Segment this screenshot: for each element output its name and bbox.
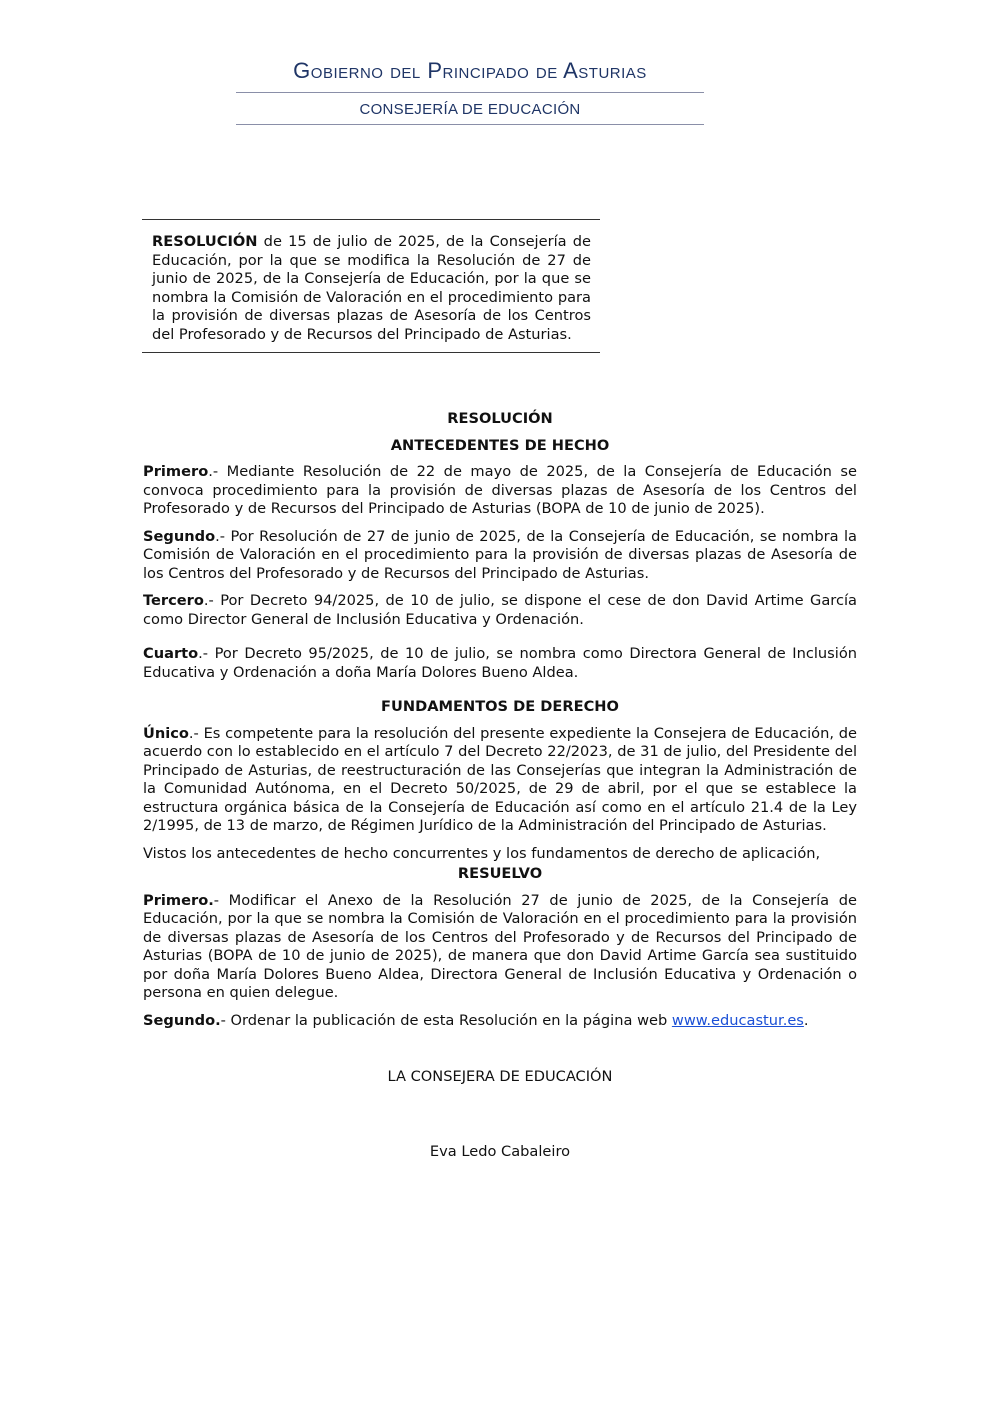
paragraph-label: Cuarto: [143, 645, 199, 662]
paragraph-text: .- Es competente para la resolución del presente expediente la Consejera de Educación, de acuerdo con lo establecido en el artículo 7 del Decreto 22/2023, de 31 de julio, del Presidente del Principado de Asturias, de reestructuración de las Consejerías que integran la Administración de la Comunidad Autónoma, en el Decreto 50/2025, de 29 de abril, por el que se establece la estructura orgánica básica de la Consejería de Educación así como en el artículo 21.4 de la Ley 2/1995, de 13 de marzo, de Régimen Jurídico de la Administración del Principado de Asturias.: [143, 724, 857, 834]
paragraph-label: Primero: [143, 463, 209, 480]
antecedente-segundo: [143, 528, 857, 584]
resuelvo-heading: RESUELVO: [457, 865, 543, 882]
government-title: Gobierno del Principado de Asturias: [293, 58, 647, 83]
paragraph-text: .- Por Resolución de 27 de junio de 2025, de la Consejería de Educación, se nombra la Comisión de Valoración en el procedimiento para la provisión de diversas plazas de Asesoría de los Centros del Profesorado y de Recursos del Principado de Asturias.: [143, 527, 857, 582]
antecedente-tercero: [143, 592, 857, 629]
summary-label: RESOLUCIÓN: [152, 233, 258, 250]
paragraph-label: Tercero: [143, 592, 204, 609]
paragraph-text-end: .: [803, 1011, 809, 1029]
fundamentos-heading: FUNDAMENTOS DE DERECHO: [381, 698, 619, 715]
paragraph-text: .- Por Decreto 95/2025, de 10 de julio, se nombra como Directora General de Inclusión Educativa y Ordenación a doña María Dolores Bueno Aldea.: [143, 645, 857, 681]
paragraph-text: .- Por Decreto 94/2025, de 10 de julio, se dispone el cese de don David Artime García como Director General de Inclusión Educativa y Ordenación.: [143, 592, 857, 628]
antecedente-primero: [143, 463, 857, 519]
signature-title: LA CONSEJERA DE EDUCACIÓN: [387, 1068, 613, 1085]
fundamento-unico: [143, 725, 857, 836]
paragraph-text: - Modificar el Anexo de la Resolución 27 de junio de 2025, de la Consejería de Educación, por la que se nombra la Comisión de Valoración en el procedimiento para la provisión de diversas plazas de Asesoría de los Centros del Profesorado y de Recursos del Principado de Asturias (BOPA de 10 de junio de 2025), de manera que don David Artime García sea sustituido por doña María Dolores Bueno Aldea, Directora General de Inclusión Educativa y Ordenación o persona en quien delegue.: [143, 891, 857, 1001]
resuelvo-segundo: [143, 1012, 857, 1031]
paragraph-text: .- Mediante Resolución de 22 de mayo de 2025, de la Consejería de Educación se convoca procedimiento para la provisión de diversas plazas de Asesoría de los Centros del Profesorado y de Recursos del Principado de Asturias (BOPA de 10 de junio de 2025).: [143, 463, 857, 517]
vistos-paragraph: Vistos los antecedentes de hecho concurrentes y los fundamentos de derecho de aplicación,: [143, 844, 821, 862]
resolution-summary-box: [142, 219, 600, 353]
summary-text: de 15 de julio de 2025, de la Consejería de Educación, por la que se modifica la Resolución de 27 de junio de 2025, de la Consejería de Educación, por la que se nombra la Comisión de Valoración en el procedimiento para la provisión de diversas plazas de Asesoría de los Centros del Profesorado y de Recursos del Principado de Asturias.: [152, 233, 591, 343]
paragraph-label: Único: [143, 724, 189, 742]
paragraph-label: Primero.: [143, 891, 214, 909]
document-body: [143, 410, 857, 1161]
department-name: CONSEJERÍA DE EDUCACIÓN: [359, 101, 581, 118]
resolution-title: RESOLUCIÓN: [447, 410, 553, 427]
signature-name: Eva Ledo Cabaleiro: [429, 1142, 571, 1160]
letterhead: [236, 58, 704, 125]
paragraph-text: - Ordenar la publicación de esta Resolución en la página web: [220, 1011, 672, 1029]
header-divider-bottom: [236, 124, 704, 125]
resuelvo-primero: [143, 892, 857, 1003]
antecedente-cuarto: [143, 645, 857, 682]
educastur-link[interactable]: www.educastur.es: [671, 1011, 804, 1029]
paragraph-label: Segundo.: [143, 1011, 221, 1029]
antecedentes-heading: ANTECEDENTES DE HECHO: [390, 436, 610, 454]
paragraph-label: Segundo: [143, 527, 216, 545]
